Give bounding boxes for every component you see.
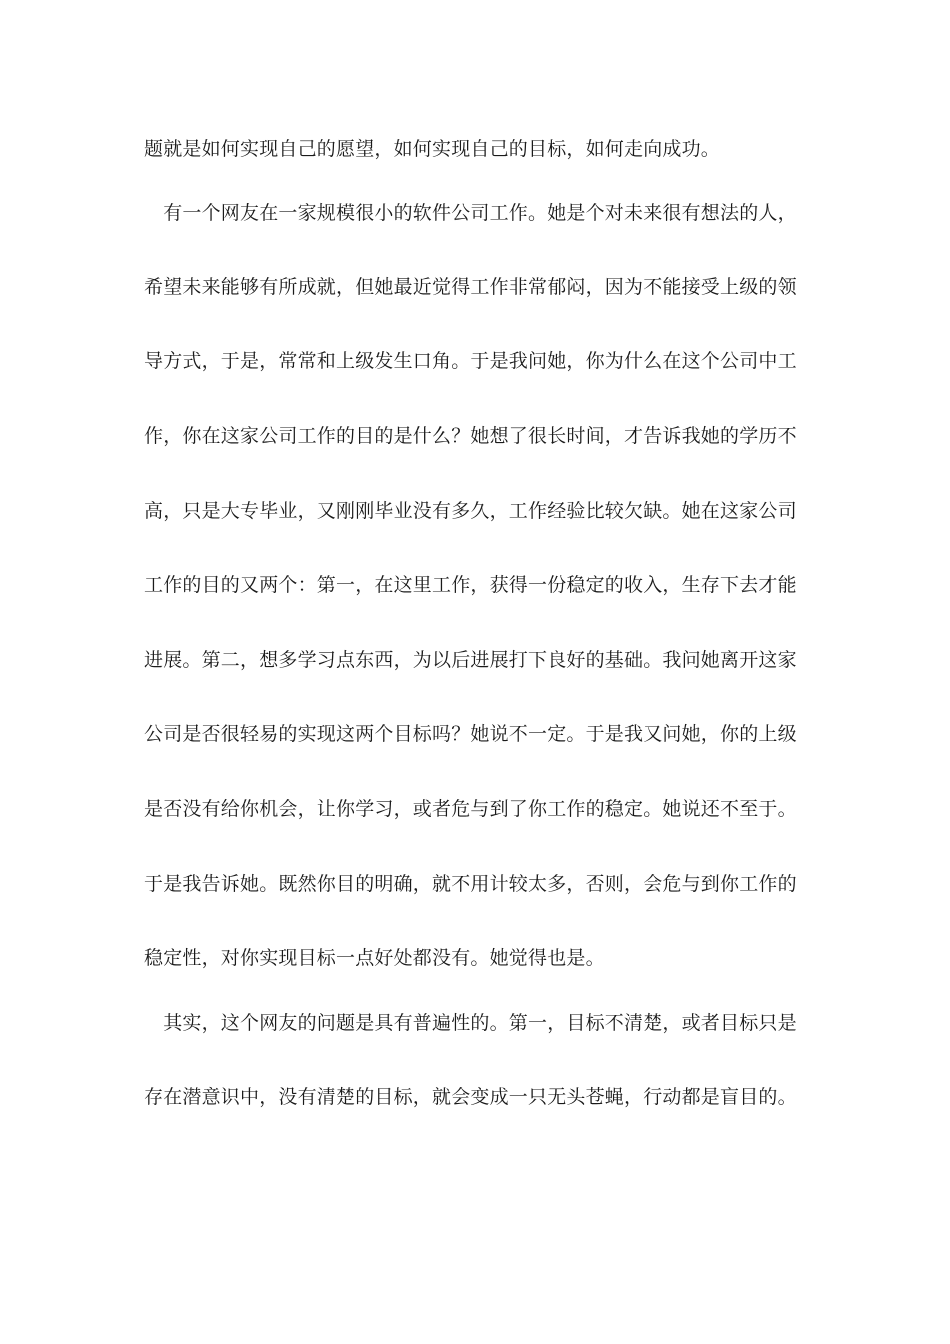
text-line: 进展。第二，想多学习点东西，为以后进展打下良好的基础。我问她离开这家 xyxy=(144,649,797,671)
text-line: 高，只是大专毕业，又刚刚毕业没有多久，工作经验比较欠缺。她在这家公司 xyxy=(144,500,797,522)
text-line: 公司是否很轻易的实现这两个目标吗？她说不一定。于是我又问她，你的上级 xyxy=(144,723,797,745)
text-line: 希望未来能够有所成就，但她最近觉得工作非常郁闷，因为不能接受上级的领 xyxy=(144,276,797,298)
text-line: 是否没有给你机会，让你学习，或者危与到了你工作的稳定。她说还不至于。 xyxy=(144,798,797,820)
text-line: 稳定性，对你实现目标一点好处都没有。她觉得也是。 xyxy=(144,947,605,969)
paragraph-start-line: 有一个网友在一家规模很小的软件公司工作。她是个对未来很有想法的人， xyxy=(144,202,797,224)
text-line: 工作的目的又两个：第一，在这里工作，获得一份稳定的收入，生存下去才能 xyxy=(144,574,797,596)
text-line: 导方式，于是，常常和上级发生口角。于是我问她，你为什么在这个公司中工 xyxy=(144,350,797,372)
text-line: 题就是如何实现自己的愿望，如何实现自己的目标，如何走向成功。 xyxy=(144,138,721,160)
text-line: 作，你在这家公司工作的目的是什么？她想了很长时间，才告诉我她的学历不 xyxy=(144,425,797,447)
paragraph-start-line: 其实，这个网友的问题是具有普遍性的。第一，目标不清楚，或者目标只是 xyxy=(144,1012,797,1034)
text-line: 于是我告诉她。既然你目的明确，就不用计较太多，否则，会危与到你工作的 xyxy=(144,873,797,895)
text-line: 存在潜意识中，没有清楚的目标，就会变成一只无头苍蝇，行动都是盲目的。 xyxy=(144,1086,797,1108)
